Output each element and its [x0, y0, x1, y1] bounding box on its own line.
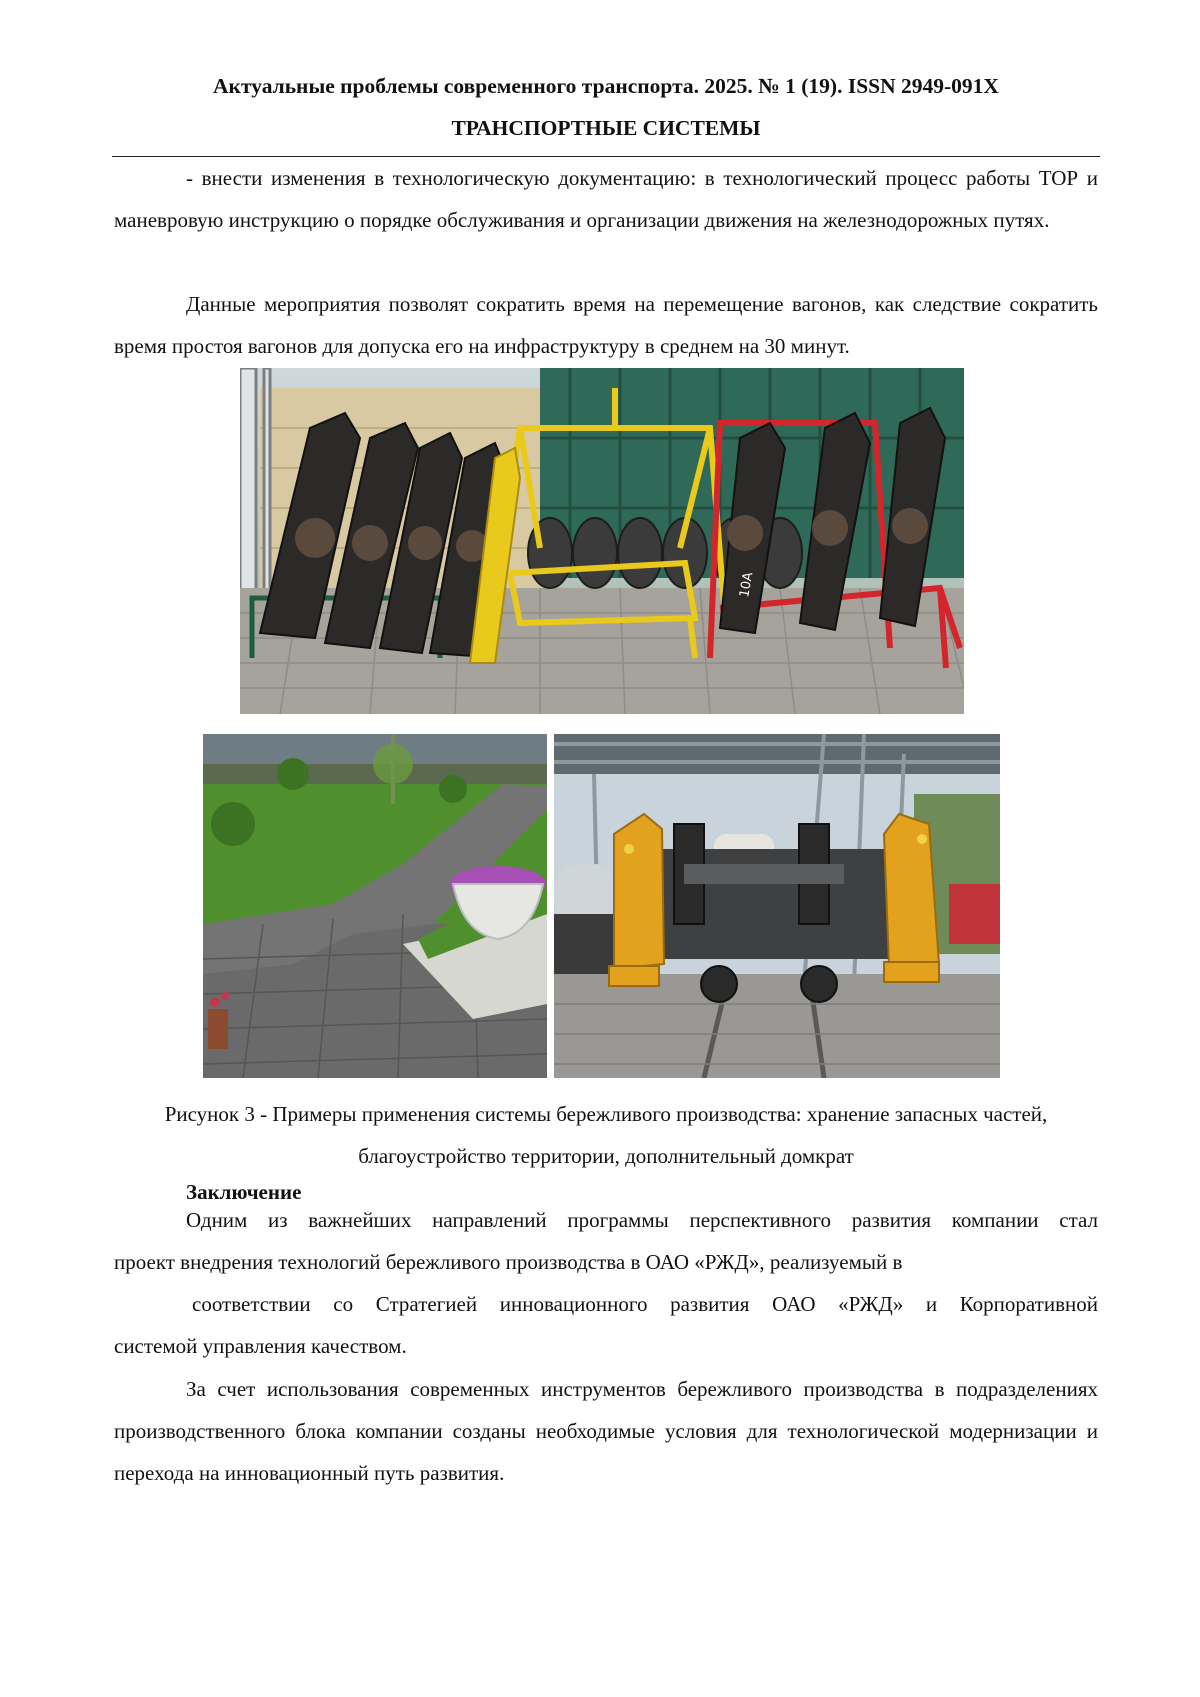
conclusion-p1-line3: соответствии со Стратегией инновационного развития ОАО «РЖД» и Корпоративной: [192, 1292, 1098, 1316]
conclusion-p1-line4: системой управления качеством.: [114, 1334, 407, 1358]
track-floor: [554, 974, 1000, 1078]
photo-landscaping: [203, 734, 547, 1078]
body-paragraph-2-text: Данные мероприятия позволят сократить время на перемещение вагонов, как следствие сократить время простоя вагонов для допуска его на инфраструктуру в среднем на 30 минут.: [114, 292, 1098, 358]
journal-header: Актуальные проблемы современного транспорта. 2025. № 1 (19). ISSN 2949-091X: [213, 74, 999, 98]
photo-spare-parts-storage: [240, 368, 964, 714]
conclusion-p1-line1: Одним из важнейших направлений программы перспективного развития компании стал: [186, 1208, 1098, 1232]
conclusion-p1-line2: проект внедрения технологий бережливого производства в ОАО «РЖД», реализуемый в: [114, 1250, 903, 1274]
body-paragraph-1-text: - внести изменения в технологическую документацию: в технологический процесс работы ТОР и маневровую инструкцию о порядке обслуживания и организации движения на железнодорожных путях.: [114, 166, 1098, 232]
conclusion-paragraph-2: [114, 1368, 1098, 1494]
section-title: ТРАНСПОРТНЫЕ СИСТЕМЫ: [451, 116, 761, 140]
conclusion-paragraph-2-text: За счет использования современных инструментов бережливого производства в подразделениях производственного блока компании созданы необходимые условия для технологической модернизации и перехода на инновационный путь развития.: [114, 1377, 1098, 1485]
conclusion-heading: Заключение: [186, 1180, 302, 1204]
body-paragraph-2: [114, 283, 1098, 367]
frame-marking: 10А: [737, 571, 757, 599]
photo-additional-jack: [554, 734, 1000, 1078]
body-paragraph-1: [114, 157, 1098, 241]
figure-caption: Рисунок 3 - Примеры применения системы бережливого производства: хранение запасных частей, благоустройство территории, дополнительный домкрат: [164, 1102, 1048, 1168]
